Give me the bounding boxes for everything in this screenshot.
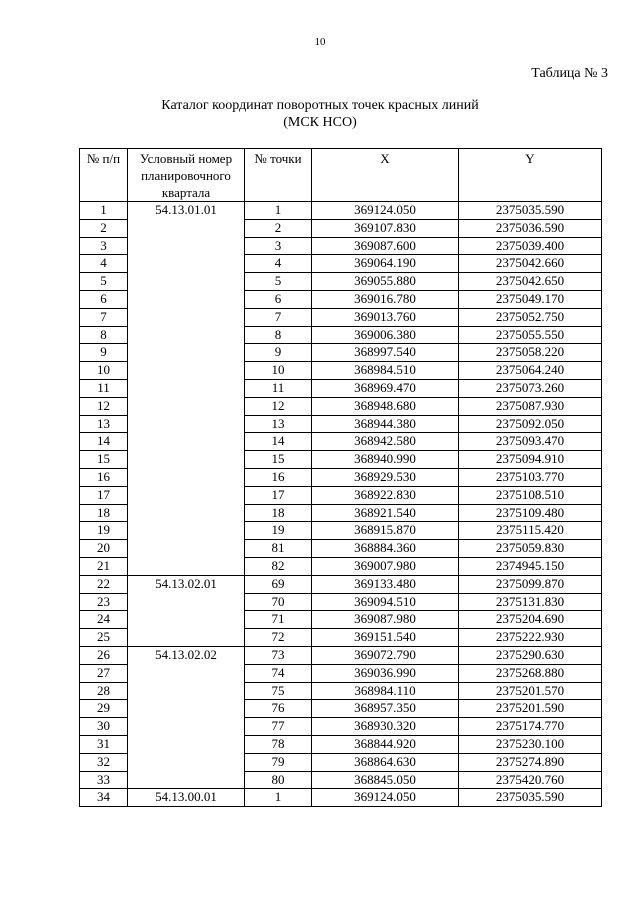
point-number-cell: 77 <box>245 718 312 736</box>
point-number-cell: 4 <box>245 255 312 273</box>
point-number-cell: 71 <box>245 611 312 629</box>
point-number-cell: 13 <box>245 415 312 433</box>
page-number: 10 <box>314 36 326 48</box>
row-number-cell: 2 <box>80 219 128 237</box>
row-number-cell: 33 <box>80 771 128 789</box>
row-number-cell: 19 <box>80 522 128 540</box>
y-coordinate-cell: 2375420.760 <box>459 771 602 789</box>
y-coordinate-cell: 2375042.660 <box>459 255 602 273</box>
y-coordinate-cell: 2375094.910 <box>459 451 602 469</box>
row-number-cell: 9 <box>80 344 128 362</box>
y-coordinate-cell: 2375201.570 <box>459 682 602 700</box>
x-coordinate-cell: 369087.980 <box>312 611 459 629</box>
row-number-cell: 29 <box>80 700 128 718</box>
y-coordinate-cell: 2375109.480 <box>459 504 602 522</box>
y-coordinate-cell: 2375103.770 <box>459 468 602 486</box>
point-number-cell: 16 <box>245 468 312 486</box>
point-number-cell: 76 <box>245 700 312 718</box>
row-number-cell: 31 <box>80 735 128 753</box>
y-coordinate-cell: 2375115.420 <box>459 522 602 540</box>
y-coordinate-cell: 2375099.870 <box>459 575 602 593</box>
point-number-cell: 81 <box>245 540 312 558</box>
x-coordinate-cell: 369094.510 <box>312 593 459 611</box>
y-coordinate-cell: 2375049.170 <box>459 290 602 308</box>
row-number-cell: 24 <box>80 611 128 629</box>
point-number-cell: 9 <box>245 344 312 362</box>
x-coordinate-cell: 368942.580 <box>312 433 459 451</box>
point-number-cell: 11 <box>245 379 312 397</box>
row-number-cell: 18 <box>80 504 128 522</box>
row-number-cell: 14 <box>80 433 128 451</box>
point-number-cell: 15 <box>245 451 312 469</box>
x-coordinate-cell: 368984.110 <box>312 682 459 700</box>
point-number-cell: 1 <box>245 202 312 220</box>
y-coordinate-cell: 2375039.400 <box>459 237 602 255</box>
x-coordinate-cell: 368984.510 <box>312 362 459 380</box>
table-row <box>80 575 602 593</box>
point-number-cell: 1 <box>245 789 312 807</box>
document-title <box>0 97 640 131</box>
y-coordinate-cell: 2375058.220 <box>459 344 602 362</box>
y-coordinate-cell: 2375201.590 <box>459 700 602 718</box>
point-number-cell: 7 <box>245 308 312 326</box>
y-coordinate-cell: 2375035.590 <box>459 202 602 220</box>
table-row <box>80 789 602 807</box>
x-coordinate-cell: 368969.470 <box>312 379 459 397</box>
point-number-cell: 10 <box>245 362 312 380</box>
point-number-cell: 2 <box>245 219 312 237</box>
y-coordinate-cell: 2375092.050 <box>459 415 602 433</box>
x-coordinate-cell: 368944.380 <box>312 415 459 433</box>
point-number-cell: 19 <box>245 522 312 540</box>
row-number-cell: 8 <box>80 326 128 344</box>
x-coordinate-cell: 369124.050 <box>312 202 459 220</box>
y-coordinate-cell: 2375230.100 <box>459 735 602 753</box>
x-coordinate-cell: 369133.480 <box>312 575 459 593</box>
x-coordinate-cell: 369016.780 <box>312 290 459 308</box>
header-point-number: № точки <box>245 149 312 202</box>
row-number-cell: 11 <box>80 379 128 397</box>
x-coordinate-cell: 368915.870 <box>312 522 459 540</box>
point-number-cell: 82 <box>245 557 312 575</box>
x-coordinate-cell: 369087.600 <box>312 237 459 255</box>
point-number-cell: 12 <box>245 397 312 415</box>
row-number-cell: 1 <box>80 202 128 220</box>
x-coordinate-cell: 368844.920 <box>312 735 459 753</box>
x-coordinate-cell: 369055.880 <box>312 273 459 291</box>
x-coordinate-cell: 368930.320 <box>312 718 459 736</box>
y-coordinate-cell: 2375055.550 <box>459 326 602 344</box>
point-number-cell: 69 <box>245 575 312 593</box>
title-line-2: (МСК НСО) <box>283 115 357 130</box>
row-number-cell: 17 <box>80 486 128 504</box>
row-number-cell: 28 <box>80 682 128 700</box>
row-number-cell: 20 <box>80 540 128 558</box>
point-number-cell: 17 <box>245 486 312 504</box>
x-coordinate-cell: 369151.540 <box>312 629 459 647</box>
x-coordinate-cell: 368929.530 <box>312 468 459 486</box>
point-number-cell: 3 <box>245 237 312 255</box>
x-coordinate-cell: 368864.630 <box>312 753 459 771</box>
y-coordinate-cell: 2375052.750 <box>459 308 602 326</box>
row-number-cell: 15 <box>80 451 128 469</box>
header-x: X <box>312 149 459 202</box>
x-coordinate-cell: 369064.190 <box>312 255 459 273</box>
point-number-cell: 73 <box>245 646 312 664</box>
y-coordinate-cell: 2375035.590 <box>459 789 602 807</box>
x-coordinate-cell: 369007.980 <box>312 557 459 575</box>
quarter-number-cell: 54.13.02.02 <box>128 646 245 788</box>
y-coordinate-cell: 2375036.590 <box>459 219 602 237</box>
x-coordinate-cell: 369006.380 <box>312 326 459 344</box>
row-number-cell: 6 <box>80 290 128 308</box>
x-coordinate-cell: 368845.050 <box>312 771 459 789</box>
point-number-cell: 80 <box>245 771 312 789</box>
point-number-cell: 18 <box>245 504 312 522</box>
row-number-cell: 32 <box>80 753 128 771</box>
row-number-cell: 12 <box>80 397 128 415</box>
x-coordinate-cell: 368940.990 <box>312 451 459 469</box>
row-number-cell: 5 <box>80 273 128 291</box>
y-coordinate-cell: 2375073.260 <box>459 379 602 397</box>
y-coordinate-cell: 2375131.830 <box>459 593 602 611</box>
table-label: Таблица № 3 <box>531 66 608 81</box>
y-coordinate-cell: 2375042.650 <box>459 273 602 291</box>
point-number-cell: 5 <box>245 273 312 291</box>
row-number-cell: 7 <box>80 308 128 326</box>
y-coordinate-cell: 2375222.930 <box>459 629 602 647</box>
y-coordinate-cell: 2374945.150 <box>459 557 602 575</box>
y-coordinate-cell: 2375087.930 <box>459 397 602 415</box>
coordinates-table <box>79 148 602 807</box>
x-coordinate-cell: 369013.760 <box>312 308 459 326</box>
x-coordinate-cell: 368921.540 <box>312 504 459 522</box>
y-coordinate-cell: 2375174.770 <box>459 718 602 736</box>
x-coordinate-cell: 369107.830 <box>312 219 459 237</box>
row-number-cell: 30 <box>80 718 128 736</box>
table-header-row <box>80 149 602 202</box>
x-coordinate-cell: 368884.360 <box>312 540 459 558</box>
row-number-cell: 16 <box>80 468 128 486</box>
y-coordinate-cell: 2375108.510 <box>459 486 602 504</box>
row-number-cell: 10 <box>80 362 128 380</box>
header-row-number: № п/п <box>80 149 128 202</box>
row-number-cell: 27 <box>80 664 128 682</box>
title-line-1: Каталог координат поворотных точек красных линий <box>161 98 479 113</box>
y-coordinate-cell: 2375093.470 <box>459 433 602 451</box>
x-coordinate-cell: 368948.680 <box>312 397 459 415</box>
point-number-cell: 78 <box>245 735 312 753</box>
x-coordinate-cell: 368957.350 <box>312 700 459 718</box>
header-y: Y <box>459 149 602 202</box>
y-coordinate-cell: 2375268.880 <box>459 664 602 682</box>
row-number-cell: 26 <box>80 646 128 664</box>
row-number-cell: 22 <box>80 575 128 593</box>
header-quarter-number: Условный номер планировочного квартала <box>128 149 245 202</box>
y-coordinate-cell: 2375290.630 <box>459 646 602 664</box>
table-body <box>80 202 602 807</box>
y-coordinate-cell: 2375204.690 <box>459 611 602 629</box>
point-number-cell: 74 <box>245 664 312 682</box>
row-number-cell: 25 <box>80 629 128 647</box>
quarter-number-cell: 54.13.01.01 <box>128 202 245 576</box>
x-coordinate-cell: 369072.790 <box>312 646 459 664</box>
y-coordinate-cell: 2375274.890 <box>459 753 602 771</box>
x-coordinate-cell: 368997.540 <box>312 344 459 362</box>
point-number-cell: 72 <box>245 629 312 647</box>
point-number-cell: 14 <box>245 433 312 451</box>
y-coordinate-cell: 2375064.240 <box>459 362 602 380</box>
table-row <box>80 202 602 220</box>
quarter-number-cell: 54.13.02.01 <box>128 575 245 646</box>
point-number-cell: 8 <box>245 326 312 344</box>
x-coordinate-cell: 368922.830 <box>312 486 459 504</box>
row-number-cell: 13 <box>80 415 128 433</box>
point-number-cell: 6 <box>245 290 312 308</box>
row-number-cell: 4 <box>80 255 128 273</box>
point-number-cell: 79 <box>245 753 312 771</box>
row-number-cell: 23 <box>80 593 128 611</box>
y-coordinate-cell: 2375059.830 <box>459 540 602 558</box>
x-coordinate-cell: 369036.990 <box>312 664 459 682</box>
point-number-cell: 70 <box>245 593 312 611</box>
row-number-cell: 3 <box>80 237 128 255</box>
quarter-number-cell: 54.13.00.01 <box>128 789 245 807</box>
row-number-cell: 34 <box>80 789 128 807</box>
x-coordinate-cell: 369124.050 <box>312 789 459 807</box>
row-number-cell: 21 <box>80 557 128 575</box>
point-number-cell: 75 <box>245 682 312 700</box>
table-row <box>80 646 602 664</box>
